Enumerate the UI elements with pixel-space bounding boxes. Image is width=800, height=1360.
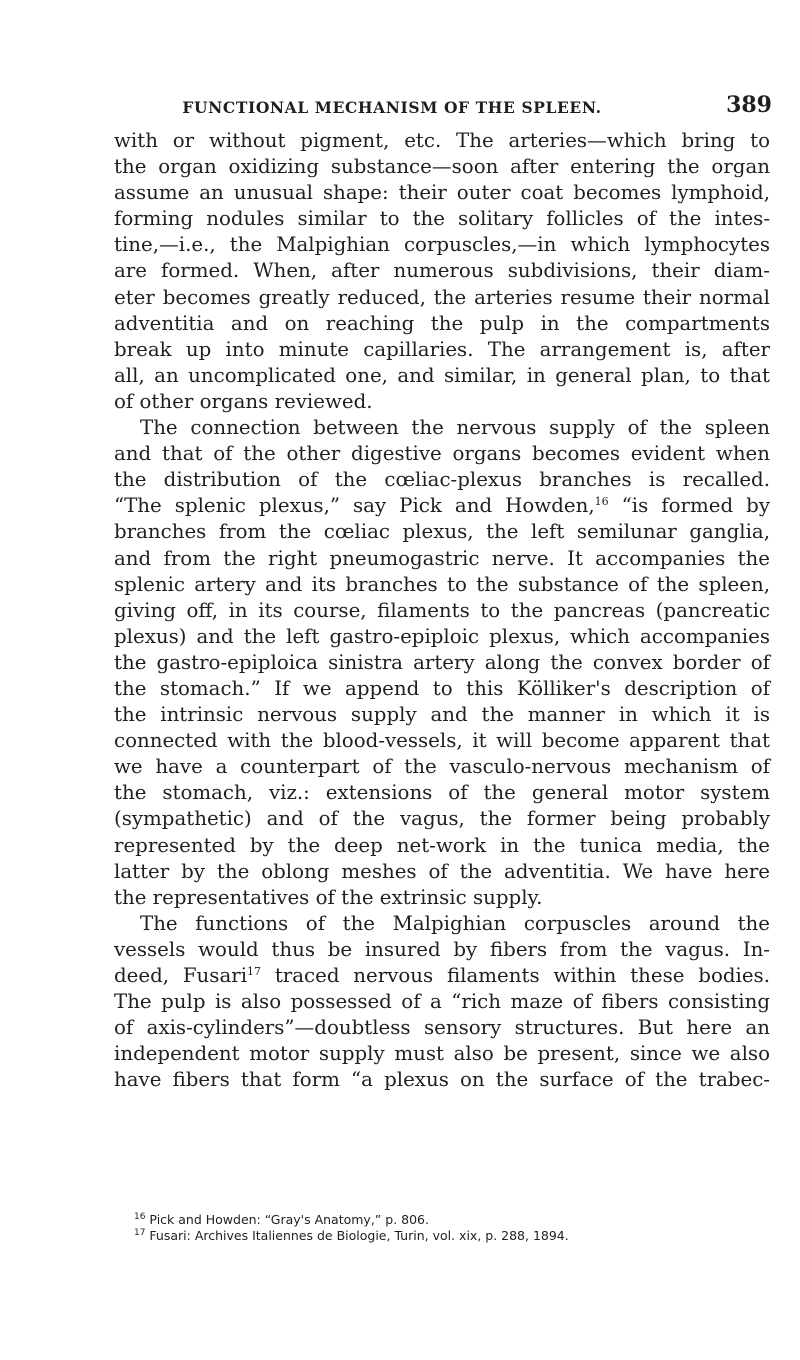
text-line: are formed. When, after numerous subdivisions, their diam- xyxy=(114,259,770,283)
text-fragment: “is formed by xyxy=(608,494,771,518)
text-line: vessels would thus be insured by fibers from the vagus. In- xyxy=(114,937,770,961)
text-line: adventitia and on reaching the pulp in the compartments xyxy=(114,311,770,335)
text-line: break up into minute capillaries. The arrangement is, after xyxy=(114,337,770,361)
text-line: with or without pigment, etc. The arteries—which bring to xyxy=(114,129,770,152)
text-line: the stomach.” If we append to this Kölliker's description of xyxy=(114,676,770,700)
text-fragment: “The splenic plexus,” say Pick and Howden, xyxy=(114,494,595,518)
text-line: and that of the other digestive organs becomes evident when xyxy=(114,442,770,466)
footnotes xyxy=(134,1212,774,1244)
text-line: the representatives of the extrinsic supply. xyxy=(114,885,543,909)
text-line-with-footnote-ref xyxy=(114,963,770,989)
footnote-text: Pick and Howden: “Gray's Anatomy,” p. 806. xyxy=(145,1212,429,1227)
running-head xyxy=(112,92,772,122)
text-line-with-footnote-ref xyxy=(114,493,770,519)
paragraph-start-line: The functions of the Malpighian corpuscles around the xyxy=(140,911,770,935)
text-line: splenic artery and its branches to the substance of the spleen, xyxy=(114,572,770,596)
footnote-text: Fusari: Archives Italiennes de Biologie, Turin, vol. xix, p. 288, 1894. xyxy=(145,1228,569,1243)
text-line: The pulp is also possessed of a “rich maze of fibers consisting xyxy=(114,990,770,1014)
text-line: the gastro-epiploica sinistra artery along the convex border of xyxy=(114,650,770,674)
text-line: branches from the cœliac plexus, the left semilunar ganglia, xyxy=(114,520,770,544)
footnote-17 xyxy=(134,1228,774,1244)
footnote-ref-17: 17 xyxy=(247,965,262,978)
footnote-marker: 17 xyxy=(134,1228,146,1238)
body-text xyxy=(114,128,770,1093)
text-line: the stomach, viz.: extensions of the general motor system xyxy=(114,781,770,805)
page-number: 389 xyxy=(726,92,772,118)
text-line: plexus) and the left gastro-epiploic plexus, which accompanies xyxy=(114,624,770,648)
text-line: independent motor supply must also be present, since we also xyxy=(114,1042,770,1066)
text-fragment: traced nervous filaments within these bodies. xyxy=(261,964,770,987)
text-line: latter by the oblong meshes of the adventitia. We have here xyxy=(114,859,770,883)
text-line: and from the right pneumogastric nerve. It accompanies the xyxy=(114,546,770,570)
text-line: eter becomes greatly reduced, the arteries resume their normal xyxy=(114,285,770,309)
text-line: have fibers that form “a plexus on the surface of the trabec- xyxy=(114,1068,770,1092)
text-line: the distribution of the cœliac-plexus branches is recalled. xyxy=(114,468,770,492)
text-line: connected with the blood-vessels, it will become apparent that xyxy=(114,729,770,753)
text-line: we have a counterpart of the vasculo-nervous mechanism of xyxy=(114,755,770,779)
text-line: forming nodules similar to the solitary follicles of the intes- xyxy=(114,207,770,231)
running-title: FUNCTIONAL MECHANISM OF THE SPLEEN. xyxy=(182,98,602,117)
text-line: tine,—i.e., the Malpighian corpuscles,—in which lymphocytes xyxy=(114,233,770,257)
text-line: of other organs reviewed. xyxy=(114,389,373,413)
footnote-16 xyxy=(134,1212,774,1228)
text-line: the intrinsic nervous supply and the manner in which it is xyxy=(114,703,770,727)
text-line: of axis-cylinders”—doubtless sensory structures. But here an xyxy=(114,1016,770,1040)
text-line: giving off, in its course, filaments to the pancreas (pancreatic xyxy=(114,598,770,622)
footnote-ref-16: 16 xyxy=(594,495,609,509)
text-line: (sympathetic) and of the vagus, the former being probably xyxy=(114,807,770,831)
text-line: represented by the deep net-work in the tunica media, the xyxy=(114,833,770,857)
text-line: assume an unusual shape: their outer coat becomes lymphoid, xyxy=(114,181,770,205)
paragraph-start-line: The connection between the nervous supply of the spleen xyxy=(140,416,770,440)
text-line: the organ oxidizing substance—soon after entering the organ xyxy=(114,155,770,179)
text-line: all, an uncomplicated one, and similar, in general plan, to that xyxy=(114,363,770,387)
footnote-marker: 16 xyxy=(134,1212,146,1222)
text-fragment: deed, Fusari xyxy=(114,964,248,987)
